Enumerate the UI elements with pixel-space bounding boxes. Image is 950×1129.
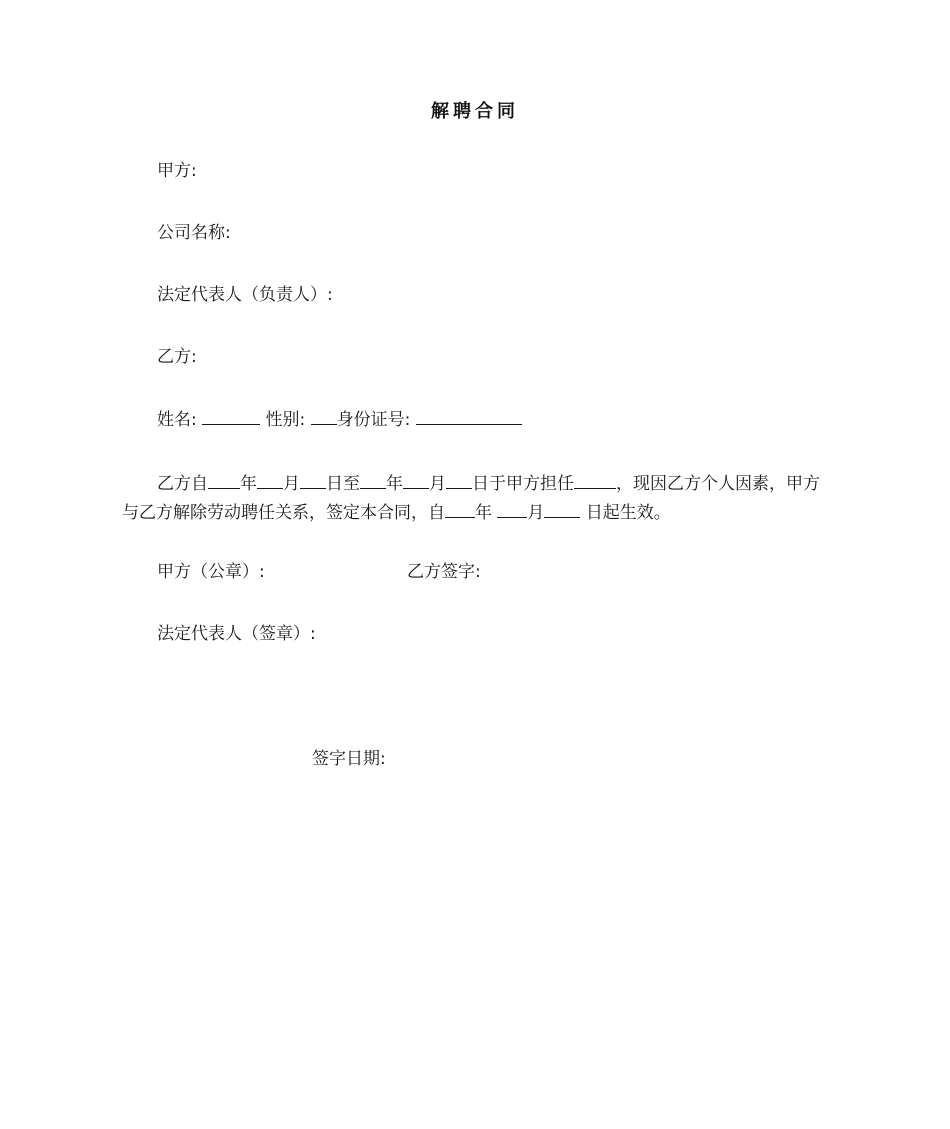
end-month-blank [403, 472, 429, 489]
start-month-blank [257, 472, 283, 489]
document-title: 解聘合同 [431, 101, 519, 122]
party-b-signature-label: 乙方签字: [407, 562, 481, 582]
body-text-6: 月 [429, 474, 446, 494]
start-day-blank [300, 472, 326, 489]
body-text-2: 年 [240, 474, 257, 494]
signature-date-label: 签字日期: [312, 749, 386, 769]
body-text-1: 乙方自 [157, 474, 208, 494]
name-blank [202, 408, 260, 425]
body-text-3: 月 [283, 474, 300, 494]
end-year-blank [360, 472, 386, 489]
gender-label: 性别: [265, 410, 306, 430]
body-text-10: 月 [527, 503, 545, 523]
body-text-8: ，现因乙方个人因素，甲方与乙方解除劳动聘任关系，签定本合同，自 [122, 474, 820, 523]
party-a-label: 甲方: [157, 161, 197, 181]
effective-month-blank [497, 501, 527, 518]
end-day-blank [446, 472, 472, 489]
party-a-seal-label: 甲方（公章）: [157, 562, 265, 582]
legal-representative-label: 法定代表人（负责人）: [157, 285, 333, 305]
effective-day-blank [544, 501, 580, 518]
personal-info-line [157, 408, 522, 431]
company-name-label: 公司名称: [157, 223, 231, 243]
body-text-4: 日至 [326, 474, 360, 494]
name-label: 姓名: [157, 410, 197, 430]
position-blank [574, 472, 616, 489]
id-label: 身份证号: [336, 410, 411, 430]
body-text-9: 年 [475, 503, 492, 523]
effective-year-blank [445, 501, 475, 518]
body-text-7: 日于甲方担任 [472, 474, 574, 494]
id-number-blank [416, 408, 522, 425]
legal-representative-seal-label: 法定代表人（签章）: [157, 624, 316, 644]
start-year-blank [208, 472, 240, 489]
party-b-label: 乙方: [157, 347, 197, 367]
contract-body-paragraph [122, 470, 832, 528]
body-text-11: 日起生效。 [585, 503, 671, 523]
gender-blank [311, 408, 337, 425]
body-text-5: 年 [386, 474, 403, 494]
